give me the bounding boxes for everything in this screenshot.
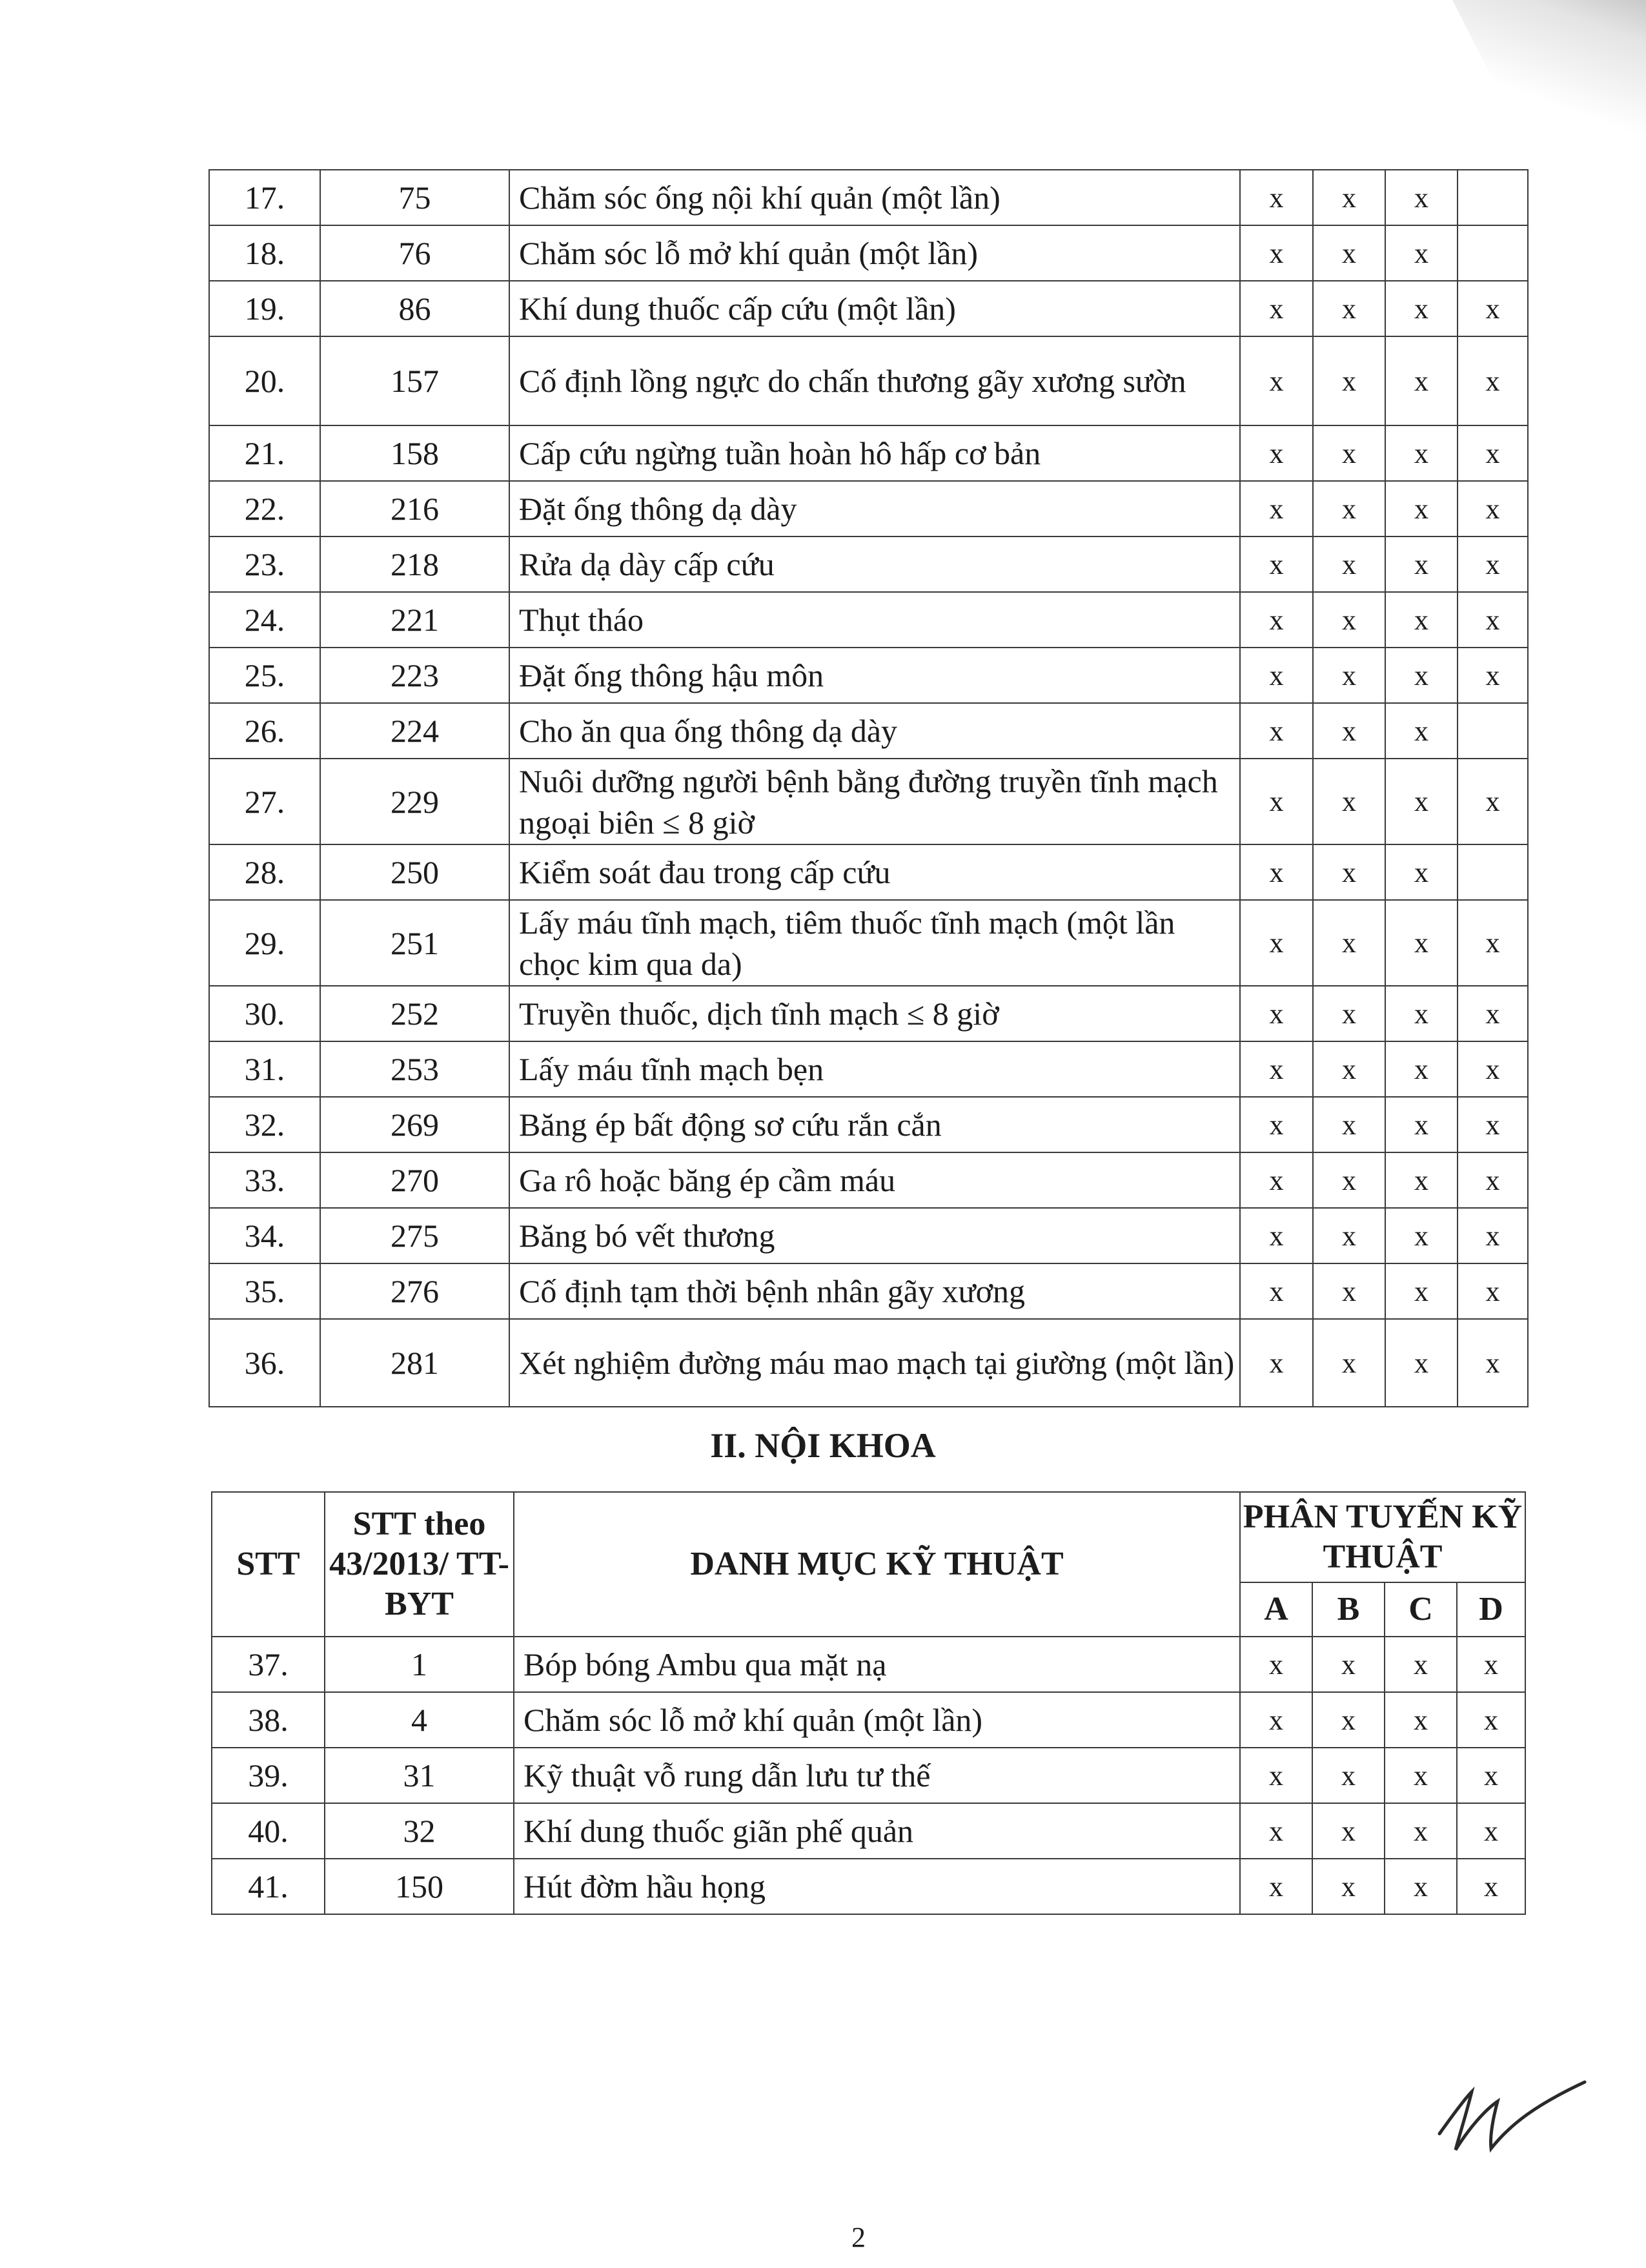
mark-d: x [1458, 481, 1528, 536]
row-code: 86 [320, 281, 509, 336]
mark-c: x [1385, 1692, 1457, 1748]
technique-name: Nuôi dưỡng người bệnh bằng đường truyền tĩnh mạch ngoại biên ≤ 8 giờ [509, 759, 1240, 844]
mark-c: x [1385, 1263, 1458, 1319]
mark-b: x [1313, 844, 1385, 900]
table-row [209, 900, 1528, 986]
mark-c: x [1385, 986, 1458, 1041]
mark-c: x [1385, 1319, 1458, 1407]
mark-c: x [1385, 336, 1458, 425]
mark-c: x [1385, 1041, 1458, 1097]
mark-b: x [1313, 703, 1385, 759]
row-number: 33. [209, 1152, 320, 1208]
mark-d [1458, 225, 1528, 281]
technique-name: Truyền thuốc, dịch tĩnh mạch ≤ 8 giờ [509, 986, 1240, 1041]
table-row [209, 1041, 1528, 1097]
row-number: 20. [209, 336, 320, 425]
technique-name: Đặt ống thông dạ dày [509, 481, 1240, 536]
header-stt-theo: STT theo 43/2013/ TT-BYT [325, 1492, 514, 1637]
section-title: II. NỘI KHOA [710, 1426, 936, 1465]
mark-c: x [1385, 648, 1458, 703]
row-number: 38. [212, 1692, 325, 1748]
mark-c: x [1385, 425, 1458, 481]
mark-b: x [1313, 759, 1385, 844]
row-number: 31. [209, 1041, 320, 1097]
table-row [209, 844, 1528, 900]
mark-c: x [1385, 1803, 1457, 1859]
technique-name: Kiểm soát đau trong cấp cứu [509, 844, 1240, 900]
mark-b: x [1313, 1319, 1385, 1407]
mark-c: x [1385, 1748, 1457, 1803]
mark-b: x [1313, 481, 1385, 536]
mark-d: x [1458, 1041, 1528, 1097]
row-number: 37. [212, 1637, 325, 1692]
mark-b: x [1313, 1263, 1385, 1319]
mark-c: x [1385, 170, 1458, 225]
mark-c: x [1385, 703, 1458, 759]
mark-b: x [1312, 1637, 1385, 1692]
row-number: 39. [212, 1748, 325, 1803]
mark-a: x [1240, 425, 1313, 481]
row-number: 21. [209, 425, 320, 481]
mark-b: x [1313, 1208, 1385, 1263]
table-row [212, 1692, 1525, 1748]
table-row [209, 703, 1528, 759]
mark-c: x [1385, 1637, 1457, 1692]
row-number: 30. [209, 986, 320, 1041]
mark-d: x [1458, 648, 1528, 703]
row-code: 276 [320, 1263, 509, 1319]
row-number: 25. [209, 648, 320, 703]
mark-d: x [1458, 759, 1528, 844]
technique-name: Băng bó vết thương [509, 1208, 1240, 1263]
mark-b: x [1313, 1152, 1385, 1208]
table-row [209, 592, 1528, 648]
mark-a: x [1240, 170, 1313, 225]
row-code: 275 [320, 1208, 509, 1263]
mark-c: x [1385, 759, 1458, 844]
mark-c: x [1385, 844, 1458, 900]
technique-name: Kỹ thuật vỗ rung dẫn lưu tư thế [514, 1748, 1240, 1803]
table-row [212, 1859, 1525, 1914]
mark-a: x [1240, 1748, 1312, 1803]
row-number: 40. [212, 1803, 325, 1859]
technique-name: Hút đờm hầu họng [514, 1859, 1240, 1914]
mark-c: x [1385, 536, 1458, 592]
row-number: 19. [209, 281, 320, 336]
header-col-c: C [1385, 1582, 1457, 1637]
header-col-a: A [1240, 1582, 1312, 1637]
mark-d: x [1458, 336, 1528, 425]
table-row [209, 225, 1528, 281]
mark-d [1458, 844, 1528, 900]
row-number: 24. [209, 592, 320, 648]
technique-name: Chăm sóc lỗ mở khí quản (một lần) [509, 225, 1240, 281]
mark-a: x [1240, 1803, 1312, 1859]
mark-d: x [1457, 1859, 1525, 1914]
technique-name: Chăm sóc ống nội khí quản (một lần) [509, 170, 1240, 225]
page-number: 2 [851, 2222, 866, 2253]
row-number: 41. [212, 1859, 325, 1914]
mark-d [1458, 170, 1528, 225]
row-number: 28. [209, 844, 320, 900]
mark-d [1458, 703, 1528, 759]
row-code: 224 [320, 703, 509, 759]
technique-name: Xét nghiệm đường máu mao mạch tại giường (một lần) [509, 1319, 1240, 1407]
row-code: 251 [320, 900, 509, 986]
mark-d: x [1457, 1692, 1525, 1748]
mark-b: x [1313, 425, 1385, 481]
mark-c: x [1385, 281, 1458, 336]
mark-d: x [1457, 1637, 1525, 1692]
mark-b: x [1313, 1097, 1385, 1152]
mark-b: x [1313, 281, 1385, 336]
mark-a: x [1240, 703, 1313, 759]
technique-name: Cấp cứu ngừng tuần hoàn hô hấp cơ bản [509, 425, 1240, 481]
mark-a: x [1240, 1319, 1313, 1407]
row-code: 4 [325, 1692, 514, 1748]
mark-c: x [1385, 1208, 1458, 1263]
mark-a: x [1240, 844, 1313, 900]
mark-a: x [1240, 481, 1313, 536]
mark-c: x [1385, 481, 1458, 536]
table-row [209, 1152, 1528, 1208]
mark-a: x [1240, 536, 1313, 592]
row-code: 216 [320, 481, 509, 536]
technique-name: Rửa dạ dày cấp cứu [509, 536, 1240, 592]
technique-name: Cố định lồng ngực do chấn thương gãy xương sườn [509, 336, 1240, 425]
row-number: 35. [209, 1263, 320, 1319]
mark-a: x [1240, 1263, 1313, 1319]
mark-a: x [1240, 1208, 1313, 1263]
table-row [212, 1637, 1525, 1692]
row-code: 281 [320, 1319, 509, 1407]
mark-d: x [1458, 281, 1528, 336]
row-code: 218 [320, 536, 509, 592]
table-row [209, 986, 1528, 1041]
table-row [209, 1319, 1528, 1407]
mark-d: x [1458, 1097, 1528, 1152]
mark-a: x [1240, 592, 1313, 648]
mark-a: x [1240, 1097, 1313, 1152]
mark-a: x [1240, 900, 1313, 986]
row-code: 253 [320, 1041, 509, 1097]
mark-b: x [1312, 1803, 1385, 1859]
row-code: 150 [325, 1859, 514, 1914]
technique-name: Cho ăn qua ống thông dạ dày [509, 703, 1240, 759]
mark-c: x [1385, 1859, 1457, 1914]
row-number: 26. [209, 703, 320, 759]
table-row [209, 481, 1528, 536]
table-row [209, 759, 1528, 844]
row-code: 158 [320, 425, 509, 481]
row-code: 32 [325, 1803, 514, 1859]
signature-mark [1427, 2072, 1594, 2163]
mark-a: x [1240, 1041, 1313, 1097]
mark-c: x [1385, 900, 1458, 986]
mark-a: x [1240, 648, 1313, 703]
mark-c: x [1385, 1152, 1458, 1208]
row-code: 229 [320, 759, 509, 844]
mark-d: x [1458, 592, 1528, 648]
table-row [209, 281, 1528, 336]
mark-a: x [1240, 759, 1313, 844]
row-number: 17. [209, 170, 320, 225]
mark-b: x [1313, 592, 1385, 648]
mark-a: x [1240, 1637, 1312, 1692]
mark-b: x [1313, 648, 1385, 703]
mark-d: x [1458, 900, 1528, 986]
mark-d: x [1458, 986, 1528, 1041]
technique-name: Băng ép bất động sơ cứu rắn cắn [509, 1097, 1240, 1152]
header-phan-tuyen: PHÂN TUYẾN KỸ THUẬT [1240, 1492, 1525, 1582]
technique-name: Khí dung thuốc cấp cứu (một lần) [509, 281, 1240, 336]
header-col-b: B [1312, 1582, 1385, 1637]
mark-b: x [1313, 536, 1385, 592]
row-number: 29. [209, 900, 320, 986]
mark-b: x [1313, 1041, 1385, 1097]
table-row [209, 1097, 1528, 1152]
header-stt: STT [212, 1492, 325, 1637]
header-col-d: D [1457, 1582, 1525, 1637]
mark-d: x [1458, 1208, 1528, 1263]
row-code: 157 [320, 336, 509, 425]
row-number: 36. [209, 1319, 320, 1407]
row-code: 75 [320, 170, 509, 225]
mark-b: x [1312, 1859, 1385, 1914]
mark-a: x [1240, 1692, 1312, 1748]
technique-name: Đặt ống thông hậu môn [509, 648, 1240, 703]
mark-a: x [1240, 1152, 1313, 1208]
row-code: 223 [320, 648, 509, 703]
mark-b: x [1313, 336, 1385, 425]
table-row [212, 1748, 1525, 1803]
row-number: 27. [209, 759, 320, 844]
technique-name: Lấy máu tĩnh mạch bẹn [509, 1041, 1240, 1097]
mark-b: x [1312, 1748, 1385, 1803]
row-code: 31 [325, 1748, 514, 1803]
mark-b: x [1313, 986, 1385, 1041]
row-number: 23. [209, 536, 320, 592]
mark-a: x [1240, 986, 1313, 1041]
table-row [209, 1208, 1528, 1263]
mark-a: x [1240, 225, 1313, 281]
row-code: 252 [320, 986, 509, 1041]
table-row [212, 1803, 1525, 1859]
row-number: 34. [209, 1208, 320, 1263]
row-code: 76 [320, 225, 509, 281]
table-row [209, 1263, 1528, 1319]
row-code: 269 [320, 1097, 509, 1152]
mark-d: x [1458, 536, 1528, 592]
mark-d: x [1458, 1319, 1528, 1407]
mark-b: x [1313, 225, 1385, 281]
mark-c: x [1385, 592, 1458, 648]
mark-d: x [1458, 1152, 1528, 1208]
mark-a: x [1240, 336, 1313, 425]
technique-name: Khí dung thuốc giãn phế quản [514, 1803, 1240, 1859]
table-row [209, 170, 1528, 225]
row-code: 1 [325, 1637, 514, 1692]
header-danh-muc: DANH MỤC KỸ THUẬT [514, 1492, 1240, 1637]
mark-d: x [1457, 1803, 1525, 1859]
mark-d: x [1458, 1263, 1528, 1319]
mark-a: x [1240, 281, 1313, 336]
mark-b: x [1313, 900, 1385, 986]
mark-b: x [1312, 1692, 1385, 1748]
table-row [209, 336, 1528, 425]
technique-name: Chăm sóc lỗ mở khí quản (một lần) [514, 1692, 1240, 1748]
table-row [209, 648, 1528, 703]
techniques-table-continued [208, 169, 1529, 1407]
noi-khoa-table [211, 1491, 1526, 1915]
mark-b: x [1313, 170, 1385, 225]
mark-c: x [1385, 1097, 1458, 1152]
technique-name: Lấy máu tĩnh mạch, tiêm thuốc tĩnh mạch (một lần chọc kim qua da) [509, 900, 1240, 986]
mark-c: x [1385, 225, 1458, 281]
technique-name: Cố định tạm thời bệnh nhân gãy xương [509, 1263, 1240, 1319]
row-number: 18. [209, 225, 320, 281]
mark-d: x [1458, 425, 1528, 481]
technique-name: Thụt tháo [509, 592, 1240, 648]
row-number: 22. [209, 481, 320, 536]
row-number: 32. [209, 1097, 320, 1152]
technique-name: Ga rô hoặc băng ép cầm máu [509, 1152, 1240, 1208]
row-code: 250 [320, 844, 509, 900]
mark-d: x [1457, 1748, 1525, 1803]
table-row [209, 425, 1528, 481]
row-code: 221 [320, 592, 509, 648]
row-code: 270 [320, 1152, 509, 1208]
mark-a: x [1240, 1859, 1312, 1914]
technique-name: Bóp bóng Ambu qua mặt nạ [514, 1637, 1240, 1692]
table-row [209, 536, 1528, 592]
